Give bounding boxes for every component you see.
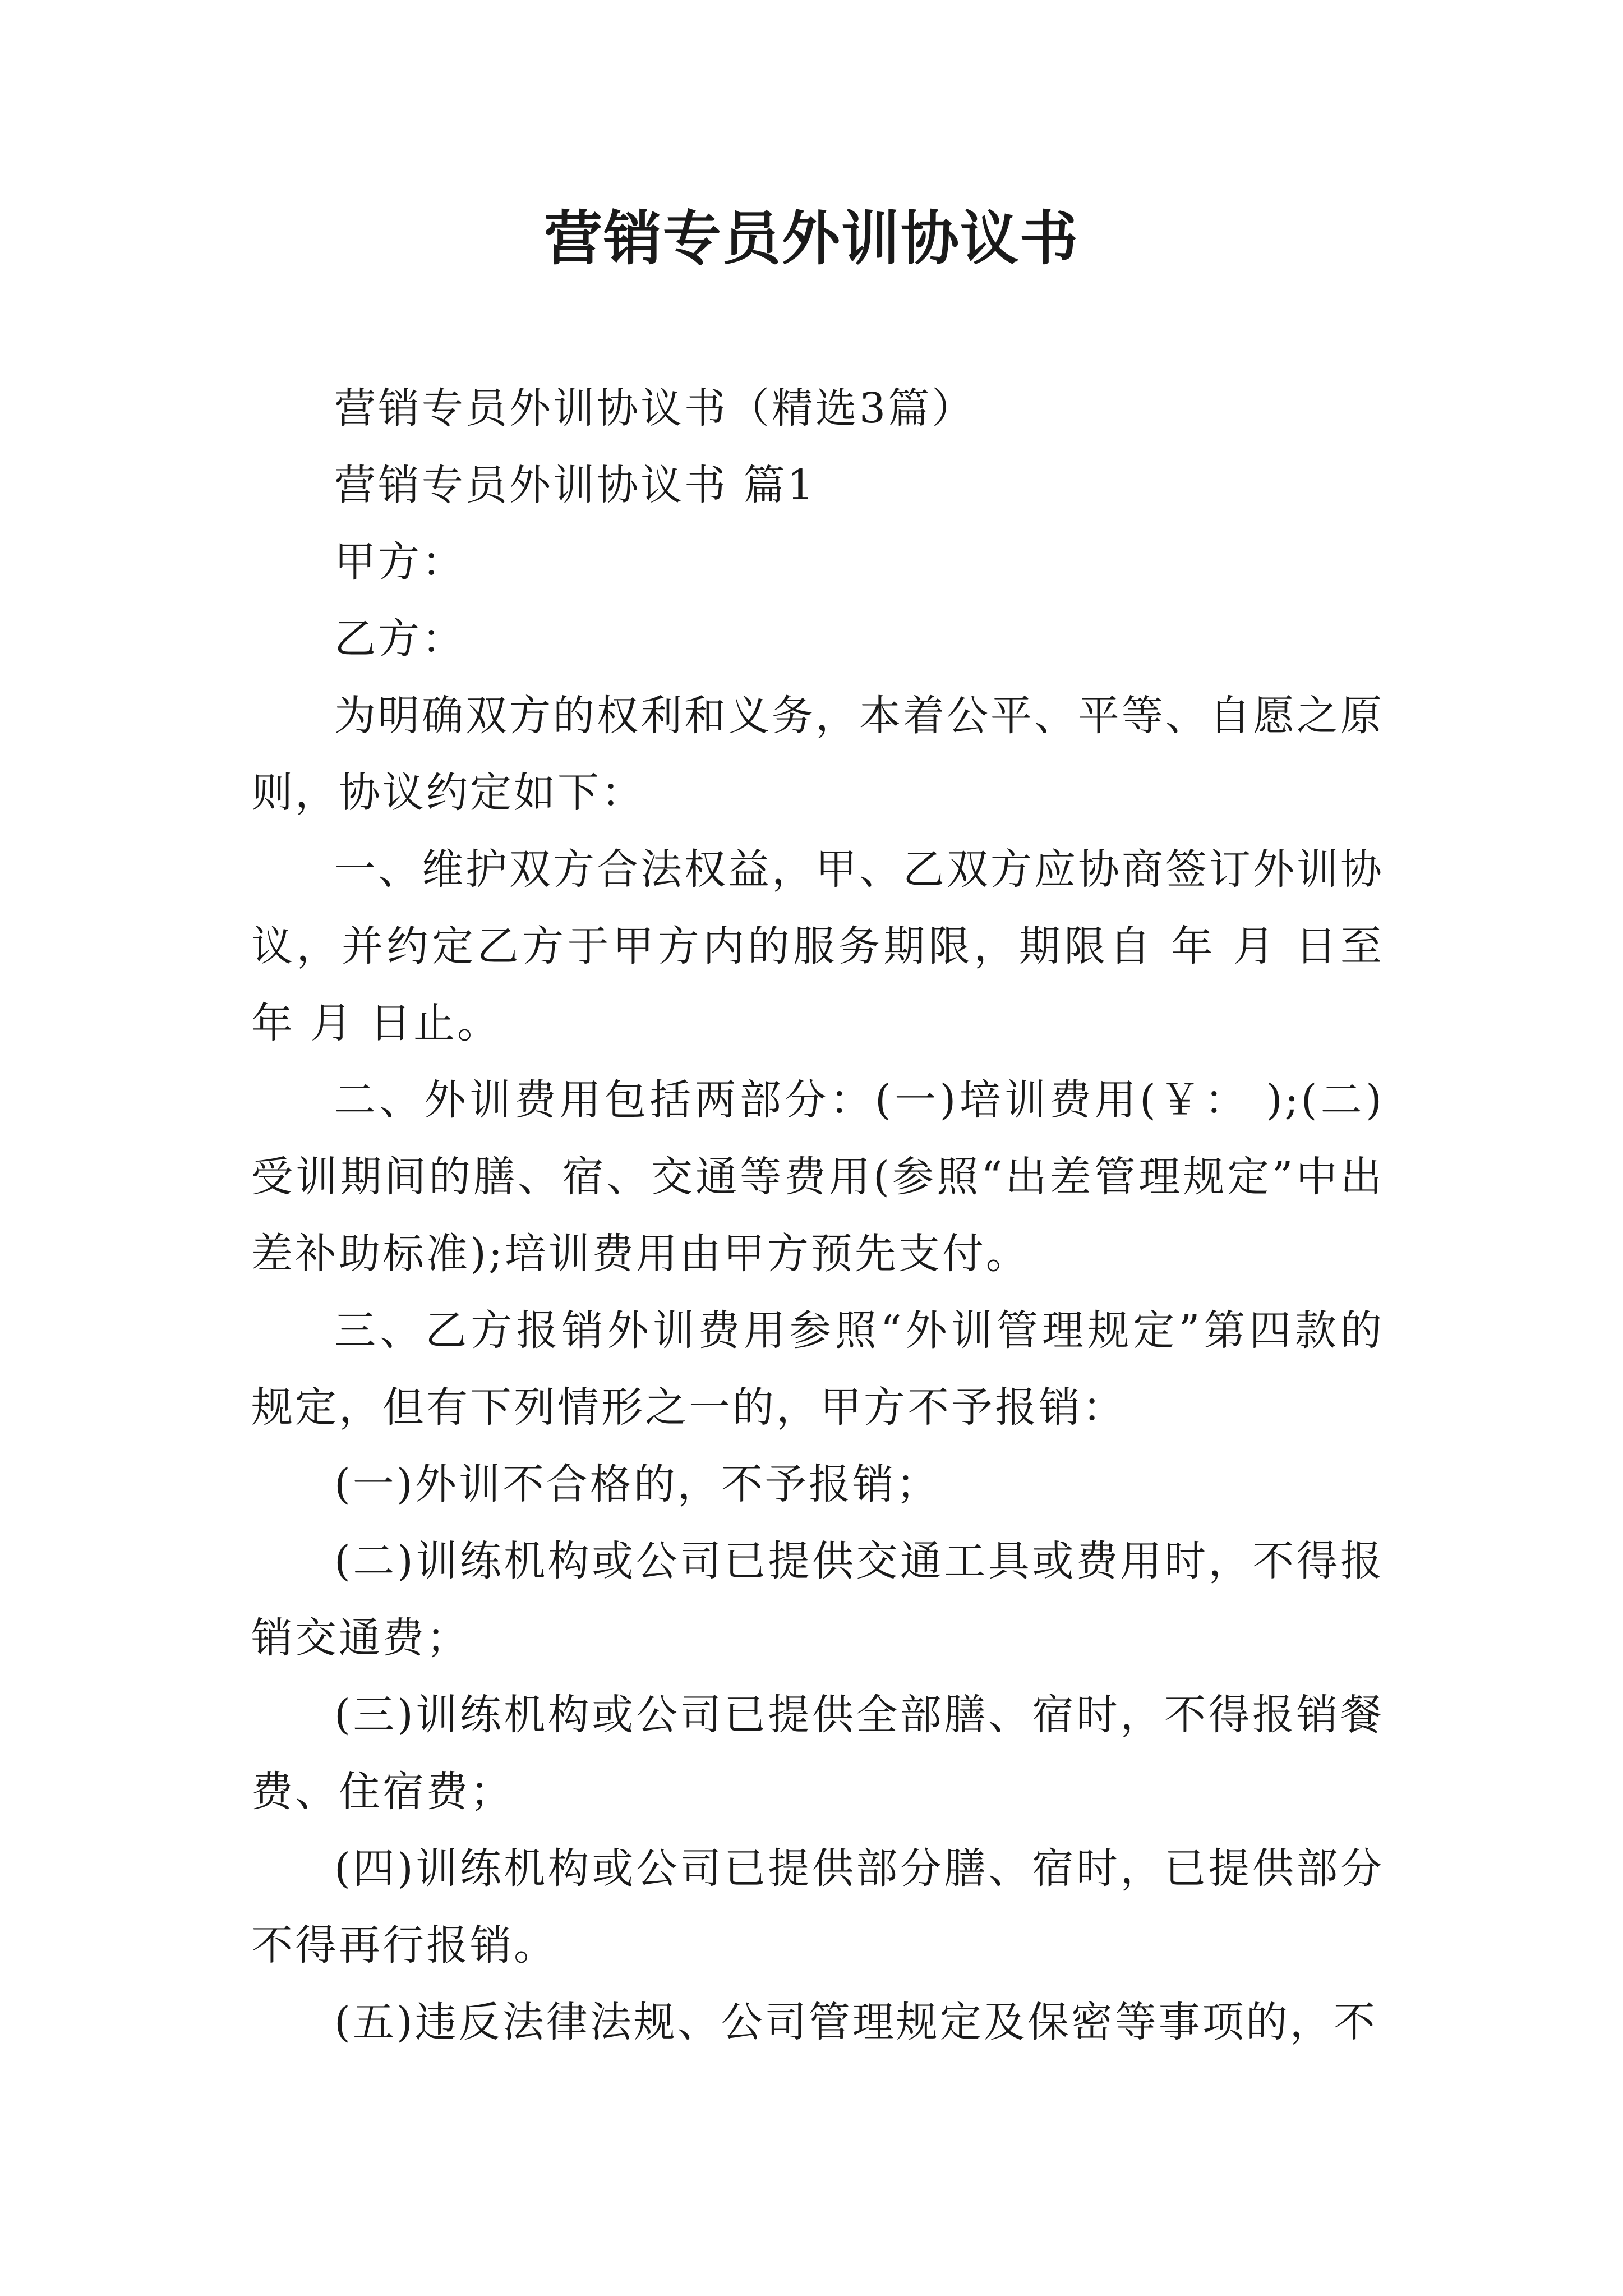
paragraph-item-2: (二)训练机构或公司已提供交通工具或费用时，不得报销交通费； xyxy=(251,1537,1384,1662)
document-body xyxy=(251,370,1384,2061)
paragraph-clause-1: 一、维护双方合法权益，甲、乙双方应协商签订外训协议，并约定乙方于甲方内的服务期限，期限自 年 月 日至 年 月 日止。 xyxy=(251,845,1384,1047)
paragraph-item-1: (一)外训不合格的，不予报销； xyxy=(334,1460,940,1508)
paragraph-party-a: 甲方： xyxy=(334,538,465,586)
paragraph-preamble: 为明确双方的权利和义务，本着公平、平等、自愿之原则，协议约定如下： xyxy=(251,692,1384,817)
document-title: 营销专员外训协议书 xyxy=(543,204,1079,273)
paragraph-subtitle: 营销专员外训协议书（精选3篇） xyxy=(334,384,976,432)
paragraph-item-5: (五)违反法律法规、公司管理规定及保密等事项的，不 xyxy=(334,1998,1377,2046)
paragraph-party-b: 乙方： xyxy=(334,615,465,663)
paragraph-clause-2: 二、外训费用包括两部分：(一)培训费用(￥： );(二)受训期间的膳、宿、交通等费用(参照“出差管理规定”中出差补助标准);培训费用由甲方预先支付。 xyxy=(251,1076,1384,1278)
paragraph-clause-3: 三、乙方报销外训费用参照“外训管理规定”第四款的规定，但有下列情形之一的，甲方不予报销： xyxy=(251,1306,1384,1432)
paragraph-item-4: (四)训练机构或公司已提供部分膳、宿时，已提供部分不得再行报销。 xyxy=(251,1844,1384,1970)
paragraph-section-heading: 营销专员外训协议书 篇1 xyxy=(334,461,816,509)
paragraph-item-3: (三)训练机构或公司已提供全部膳、宿时，不得报销餐费、住宿费； xyxy=(251,1691,1384,1816)
